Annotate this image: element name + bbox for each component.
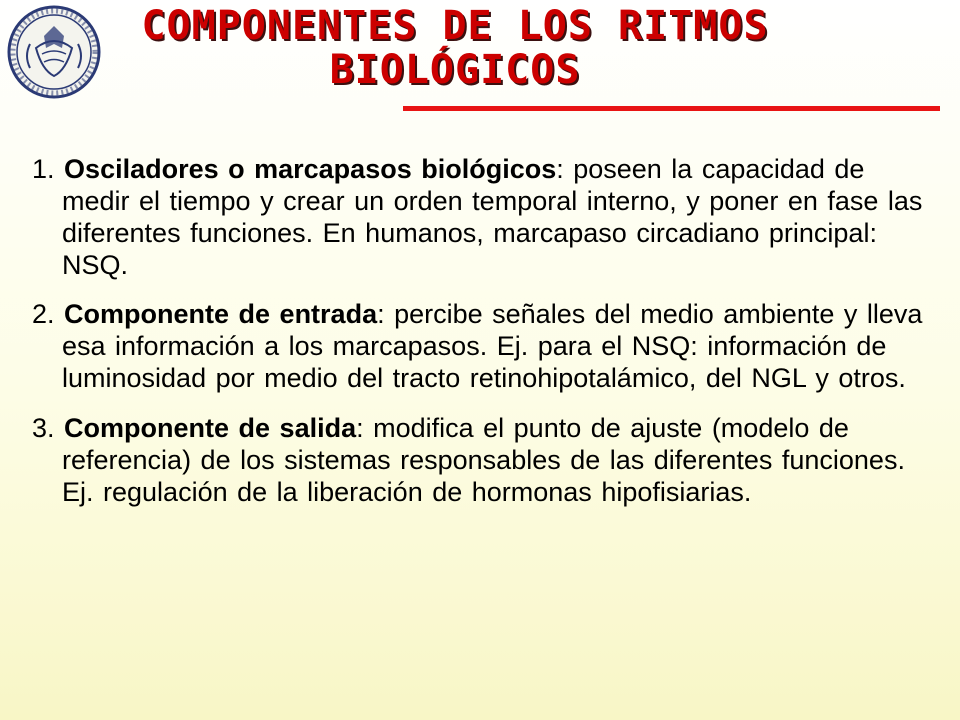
item-text: : poseen la capacidad de medir el tiempo y crear un orden temporal interno, y poner en fase las diferentes funciones. En humanos, marcapaso circadiano principal: NSQ. bbox=[62, 154, 923, 280]
slide-title-line1: COMPONENTES DE LOS RITMOS bbox=[141, 3, 769, 49]
list-item bbox=[32, 412, 937, 508]
item-number: 1. bbox=[32, 154, 55, 184]
slide-title bbox=[120, 4, 790, 92]
slide-body bbox=[32, 153, 937, 520]
item-text: : percibe señales del medio ambiente y lleva esa información a los marcapasos. Ej. para el NSQ: información de luminosidad por medio del tracto retinohipotalámico, del NGL y otros. bbox=[62, 299, 923, 393]
item-term: Componente de entrada bbox=[64, 299, 378, 329]
title-underline bbox=[403, 106, 940, 111]
item-number: 2. bbox=[32, 299, 55, 329]
item-text: : modifica el punto de ajuste (modelo de referencia) de los sistemas responsables de las diferentes funciones. Ej. regulación de la liberación de hormonas hipofisiarias. bbox=[62, 413, 905, 507]
slide-title-line2: BIOLÓGICOS bbox=[329, 47, 581, 93]
item-term: Componente de salida bbox=[64, 413, 357, 443]
item-number: 3. bbox=[32, 413, 55, 443]
university-seal-icon bbox=[6, 4, 102, 100]
item-term: Osciladores o marcapasos biológicos bbox=[64, 154, 557, 184]
list-item bbox=[32, 298, 937, 394]
list-item bbox=[32, 153, 937, 281]
